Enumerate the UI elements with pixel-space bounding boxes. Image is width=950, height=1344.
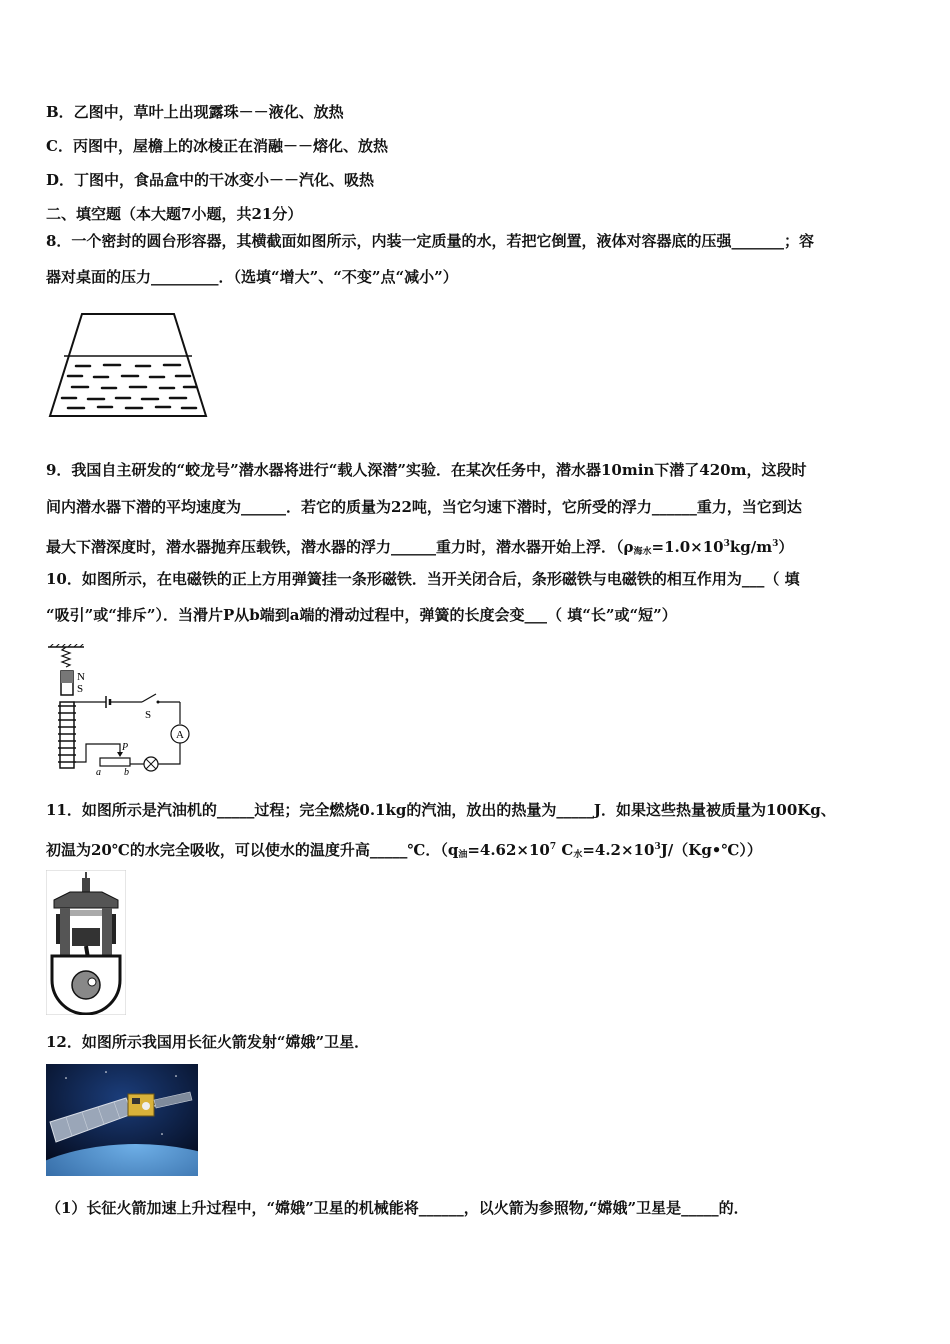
q12-line1: 12．如图所示我国用长征火箭发射“嫦娥”卫星． [46,1033,370,1051]
satellite-photo [46,1064,198,1176]
option-b: B．乙图中，草叶上出现露珠－－液化、放热 [46,103,344,121]
q9-line2: 间内潜水器下潜的平均速度为______．若它的质量为22吨，当它匀速下潜时，它所受的浮力______重力，当它到达 [46,498,802,516]
option-d: D．丁图中，食品盒中的干冰变小－－汽化、吸热 [46,171,375,189]
electromagnet-circuit-figure [46,644,196,779]
q11-value-q: =4.62×10 [467,841,550,859]
q11-line1: 11．如图所示是汽油机的_____过程；完全燃烧0.1kg的汽油，放出的热量为_____J．如果这些热量被质量为100Kg、 [46,801,836,819]
magnet-north-label: N [77,671,85,683]
section-heading: 二、填空题（本大题7小题，共21分） [46,205,303,223]
q11-sub-oil: 油 [458,850,468,860]
slider-p-label: P [122,742,129,753]
q9-line3-text: 最大下潜深度时，潜水器抛弃压载铁，潜水器的浮力______重力时，潜水器开始上浮．（ρ [46,538,634,556]
q11-line2-text: 初温为20℃的水完全吸收，可以使水的温度升高_____℃．（q [46,841,459,859]
q8-line1: 8．一个密封的圆台形容器，其横截面如图所示，内装一定质量的水，若把它倒置，液体对容器底的压强_______；容 [46,232,814,250]
q9-value: =1.0×10 [651,538,724,556]
q11-value-c: =4.2×10 [582,841,655,859]
q11-exp-q: 7 [549,842,557,852]
q11-exp-c: 3 [654,842,661,852]
q11-sub-water: 水 [573,850,583,860]
end-b-label: b [124,767,129,778]
q9-line1: 9．我国自主研发的“蛟龙号”潜水器将进行“载人深潜”实验．在某次任务中，潜水器10min下潜了420m，这段时 [46,461,807,479]
magnet-south-label: S [77,683,84,695]
frustum-container-figure [46,310,211,420]
q12-line2: （1）长征火箭加速上升过程中，“嫦娥”卫星的机械能将______，以火箭为参照物,“嫦娥”卫星是_____的． [46,1199,749,1217]
option-c: C．丙图中，屋檐上的冰棱正在消融－－熔化、放热 [46,137,388,155]
q9-exponent: 3 [723,539,730,549]
ammeter-label: A [176,729,184,741]
switch-label: S [145,709,152,721]
q11-unit: J/（Kg•℃）） [660,841,762,859]
q11-line2 [46,837,910,865]
q11-c: C [556,841,574,859]
q9-subscript: 海水 [633,547,652,557]
q9-close: ） [778,538,794,556]
gasoline-engine-figure [46,870,126,1015]
q10-line1: 10．如图所示，在电磁铁的正上方用弹簧挂一条形磁铁．当开关闭合后，条形磁铁与电磁铁的相互作用为___（ 填 [46,570,800,588]
q9-unit-exponent: 3 [772,539,779,549]
q8-line2: 器对桌面的压力_________．（选填“增大”、“不变”点“减小”） [46,268,458,286]
q9-line3 [46,534,910,562]
q9-unit: kg/m [729,538,773,556]
q10-line2: “吸引”或“排斥”）．当滑片P从b端到a端的滑动过程中，弹簧的长度会变___（ 填“长”或“短”） [46,606,677,624]
end-a-label: a [96,767,101,778]
